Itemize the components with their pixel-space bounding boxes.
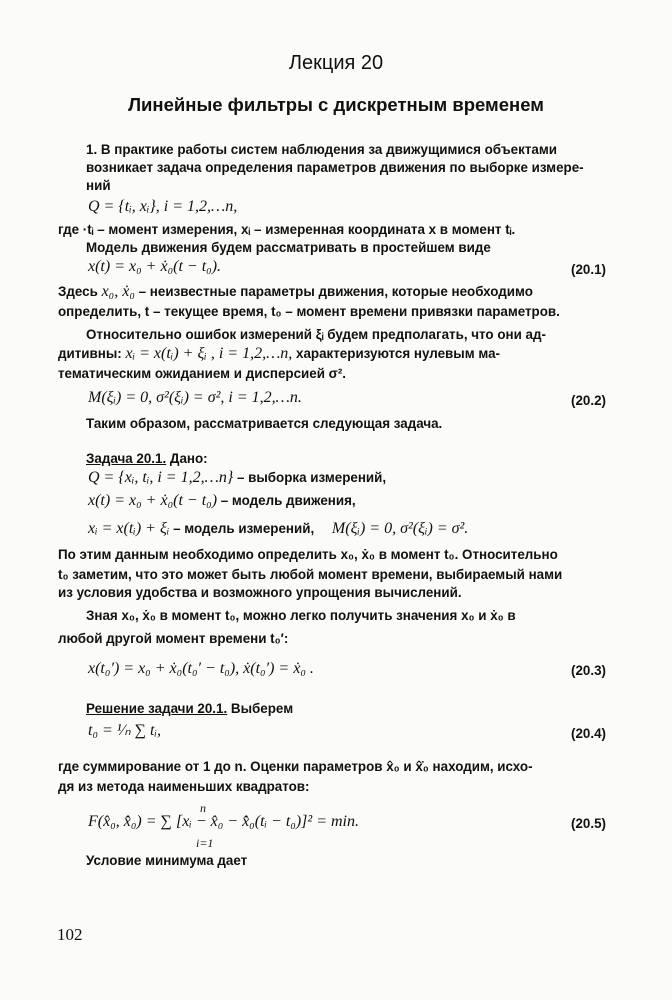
text-fragment: – модель измерений, bbox=[169, 521, 315, 536]
equation-Q bbox=[88, 198, 608, 216]
chapter-title: Линейные фильтры с дискретным временем bbox=[128, 94, 544, 115]
page-number: 102 bbox=[57, 925, 83, 944]
equation-number: (20.3) bbox=[571, 663, 606, 678]
paragraph-line: Условие минимума дает bbox=[86, 853, 248, 868]
paragraph-line: ний bbox=[86, 178, 111, 193]
equation-text: M(ξᵢ) = 0, σ²(ξᵢ) = σ², i = 1,2,…n. bbox=[88, 389, 302, 406]
equation-20-2 bbox=[88, 389, 608, 407]
math-fragment: xᵢ = x(tᵢ) + ξᵢ , i = 1,2,…n, bbox=[125, 345, 293, 362]
equation-text: Q = {tᵢ, xᵢ}, i = 1,2,…n, bbox=[88, 198, 238, 215]
text-fragment: – модель движения, bbox=[217, 493, 356, 508]
equation-text: x(t₀′) = x₀ + ẋ₀(t₀′ − t₀), ẋ(t₀′) = ẋ₀ . bbox=[88, 660, 314, 677]
task-line bbox=[88, 520, 608, 538]
equation-number: (20.2) bbox=[571, 393, 606, 408]
paragraph-line: Относительно ошибок измерений ξᵢ будем предполагать, что они ад- bbox=[86, 327, 546, 342]
equation-text: x(t) = x₀ + ẋ₀(t − t₀). bbox=[88, 258, 222, 275]
task-label: Задача 20.1. bbox=[86, 451, 167, 466]
lecture-title: Лекция 20 bbox=[288, 52, 384, 74]
paragraph-line: дя из метода наименьших квадратов: bbox=[58, 779, 310, 794]
paragraph-line: По этим данным необходимо определить x₀, ẋ₀ в момент t₀. Относительно bbox=[58, 547, 558, 562]
text-fragment: Здесь bbox=[58, 284, 98, 299]
task-line bbox=[88, 492, 608, 510]
math-fragment: x(t) = x₀ + ẋ₀(t − t₀) bbox=[88, 492, 218, 509]
math-fragment: n bbox=[200, 801, 206, 815]
equation-number: (20.1) bbox=[571, 262, 606, 277]
paragraph-line: возникает задача определения параметров движения по выборке измере- bbox=[86, 160, 584, 175]
math-fragment: M(ξᵢ) = 0, σ²(ξᵢ) = σ². bbox=[331, 520, 469, 537]
paragraph-line: Зная x₀, ẋ₀ в момент t₀, можно легко получить значения x₀ и ẋ₀ в bbox=[86, 608, 516, 623]
sum-lower-limit bbox=[196, 834, 672, 853]
solution-label: Решение задачи 20.1. bbox=[86, 701, 228, 716]
paragraph-line: Таким образом, рассматривается следующая задача. bbox=[86, 416, 443, 431]
equation-20-1 bbox=[88, 258, 608, 276]
paragraph-line bbox=[58, 345, 606, 363]
math-fragment: xᵢ = x(tᵢ) + ξᵢ bbox=[88, 520, 170, 537]
text-fragment: характеризуются нулевым ма- bbox=[296, 346, 500, 361]
text-fragment: дитивны: bbox=[58, 346, 122, 361]
equation-text: t₀ = ¹⁄ₙ ∑ tᵢ, bbox=[88, 722, 162, 739]
solution-heading bbox=[86, 700, 606, 718]
task-given: Дано: bbox=[166, 451, 208, 466]
task-line bbox=[88, 469, 608, 487]
text-fragment: – выборка измерений, bbox=[233, 470, 387, 485]
paragraph-line: из условия удобства и возможного упрощения вычислений. bbox=[58, 585, 462, 600]
task-heading bbox=[86, 450, 606, 468]
equation-20-4 bbox=[88, 722, 608, 740]
paragraph-line: определить, t – текущее время, t₀ – момент времени привязки параметров. bbox=[58, 304, 560, 319]
solution-text: Выберем bbox=[227, 701, 294, 716]
paragraph-line: 1. В практике работы систем наблюдения за движущимися объектами bbox=[86, 142, 557, 157]
equation-20-5 bbox=[88, 813, 608, 831]
paragraph-line: любой другой момент времени t₀′: bbox=[58, 631, 289, 646]
text-fragment: – неизвестные параметры движения, которые необходимо bbox=[138, 284, 533, 299]
paragraph-line: тематическим ожиданием и дисперсией σ². bbox=[58, 366, 347, 381]
equation-number: (20.5) bbox=[571, 816, 606, 831]
paragraph-line: где ·tᵢ – момент измерения, xᵢ – измеренная координата x в момент tᵢ. bbox=[58, 222, 516, 237]
math-fragment: Q = {xᵢ, tᵢ, i = 1,2,…n} bbox=[88, 469, 234, 486]
equation-text: F(x̂₀, x̂̇₀) = ∑ [xᵢ − x̂₀ − x̂̇₀(tᵢ − t₀)]² = min. bbox=[88, 813, 359, 830]
math-fragment: i=1 bbox=[196, 836, 214, 850]
equation-20-3 bbox=[88, 660, 608, 678]
paragraph-line: где суммирование от 1 до n. Оценки параметров x̂₀ и x̂̇₀ находим, исхо- bbox=[58, 759, 533, 774]
paragraph-line: Модель движения будем рассматривать в простейшем виде bbox=[86, 240, 491, 255]
equation-number: (20.4) bbox=[571, 726, 606, 741]
math-fragment: x₀, ẋ₀ bbox=[101, 283, 135, 300]
paragraph-line: t₀ заметим, что это может быть любой момент времени, выбираемый нами bbox=[58, 567, 563, 582]
paragraph-line bbox=[58, 283, 606, 301]
